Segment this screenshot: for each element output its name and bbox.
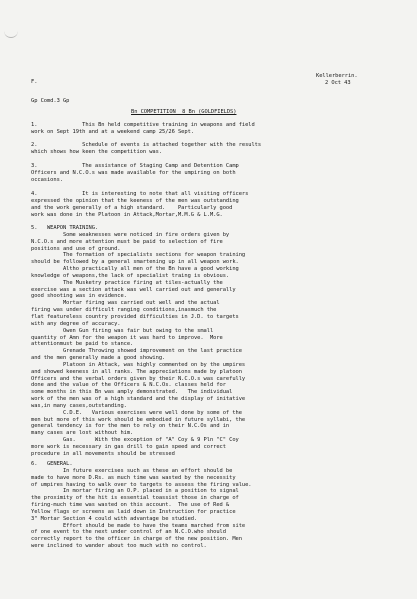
text-line: Yellow flags or screens as laid down in Instruction for practice bbox=[31, 508, 236, 515]
place: Kellerberrin. bbox=[316, 73, 358, 79]
text-line: 2. Schedule of events is attached together with the results bbox=[31, 142, 262, 148]
punch-hole-mark bbox=[4, 29, 18, 38]
text-line: The formation of specialists sections for weapon training bbox=[31, 252, 246, 259]
text-line: flat featureless country provided difficulties in J.D. to targets bbox=[31, 313, 239, 320]
text-line: Mortar firing was carried out well and the actual bbox=[31, 300, 220, 307]
text-line: some months in this Bn was amply demonstrated. The individual bbox=[31, 389, 233, 396]
text-line: work of the men was of a high standard and the display of initative bbox=[31, 396, 246, 403]
text-line: with any degree of accuracy. bbox=[31, 320, 121, 327]
text-line: done and the value of the Officers & N.C.Os. classes held for bbox=[31, 382, 226, 389]
text-line: Grenade Throwing showed improvement on the last practice bbox=[31, 348, 242, 355]
text-line: In mortar firing an O.P. placed in a position to signal bbox=[31, 488, 239, 495]
text-line: 1. This Bn held competitive training in weapons and field bbox=[31, 122, 255, 128]
text-line: and showed keeness in all ranks. The appreciations made by platoon bbox=[31, 368, 242, 375]
text-line: knowledge of weapons,the lack of specialist traing is obvious. bbox=[31, 272, 230, 279]
section-heading: 5. WEAPON TRAINING. bbox=[31, 225, 99, 231]
text-line: work on Sept 19th and at a weekend camp 25/26 Sept. bbox=[31, 128, 194, 135]
text-line: work was done in the Platoon in Attack,Mortar,M.M.G & L.M.G. bbox=[31, 211, 223, 218]
text-line: which shows how keen the competition was. bbox=[31, 148, 163, 155]
paragraph-4 bbox=[31, 191, 391, 218]
text-line: general tendency is for the men to rely on their N.C.Os and in bbox=[31, 423, 230, 430]
text-line: made to have more D.Rs. as much time was wasted by the necessity bbox=[31, 474, 236, 481]
addressee: Gp Comd.3 Gp bbox=[31, 98, 70, 104]
text-line: Some weaknesses were noticed in fire orders given by bbox=[31, 231, 230, 238]
text-line: Officers and the verbal orders given by their N.C.O.s was carefully bbox=[31, 375, 246, 382]
text-line: firing was under difficult ranging conditions,inasmuch the bbox=[31, 307, 217, 314]
paragraph-5 bbox=[31, 225, 391, 458]
text-line: many cases are lost without him. bbox=[31, 430, 134, 437]
text-line: C.D.E. Various exercises were well done by some of the bbox=[31, 409, 242, 416]
text-line: Effort should be made to have the teams marched from site bbox=[31, 522, 246, 529]
text-line: men but more of this work should be embodied in future syllabi, the bbox=[31, 416, 246, 423]
text-line: should be followed by a general smartening up in all weapon work. bbox=[31, 259, 239, 266]
text-line: was,in many cases,outstanding. bbox=[31, 402, 127, 409]
text-line: and the work generally of a high standard. Particularly good bbox=[31, 204, 233, 211]
text-line: firing-much time was wasted on this account. The use of Red & bbox=[31, 502, 230, 509]
text-line: the proximity of the hit is essential toassist those in charge of bbox=[31, 495, 239, 502]
text-line: N.C.O.s and more attention must be paid to selection of fire bbox=[31, 238, 223, 245]
paragraph-3 bbox=[31, 163, 391, 184]
text-line: good shooting was in evidence. bbox=[31, 293, 127, 300]
text-line: Gas. With the exception of "A" Coy & 9 Pln "C" Coy bbox=[31, 437, 239, 444]
text-line: procedure in all movements should be stressed bbox=[31, 450, 175, 457]
text-line: correctly report to the officer in charge of the new position. Men bbox=[31, 536, 242, 543]
text-line: 3. The assistance of Staging Camp and Detention Camp bbox=[31, 163, 239, 169]
text-line: quantity of Amn for the weapon it was hard to improve. More bbox=[31, 334, 223, 341]
paragraph-1 bbox=[31, 122, 391, 136]
text-line: Altho practically all men of the Bn have a good working bbox=[31, 266, 239, 273]
text-line: 4. It is interesting to note that all visiting officers bbox=[31, 191, 249, 197]
text-line: were inclined to wander about too much with no control. bbox=[31, 543, 207, 550]
paragraph-2 bbox=[31, 142, 391, 156]
text-line: and the men generally made a good showing. bbox=[31, 355, 166, 362]
text-line: exercise was a section attack was well carried out and generally bbox=[31, 286, 236, 293]
date: 2 Oct 43 bbox=[325, 80, 351, 86]
section-heading: 6. GENERAL. bbox=[31, 461, 73, 467]
paragraph-6 bbox=[31, 461, 391, 550]
text-line: of one event to the next under control of an N.C.O.who should bbox=[31, 529, 226, 536]
text-line: 3" Mortar Section 4 could with advantage be studied. bbox=[31, 515, 198, 522]
text-line: of umpires having to walk over to targets to assess the firing value. bbox=[31, 481, 252, 488]
text-line: expressed the opinion that the keeness of the men was outstanding bbox=[31, 197, 239, 204]
text-line: Platoon in Attack, was highly commented on by the umpires bbox=[31, 361, 246, 368]
text-line: Owen Gun firing was fair but owing to the small bbox=[31, 327, 214, 334]
document-title: Bn COMPETITION 8 Bn (GOLDFIELDS) bbox=[131, 109, 237, 115]
text-line: positions and use of ground. bbox=[31, 245, 121, 252]
text-line: In future exercises such as these an effort should be bbox=[31, 467, 233, 474]
text-line: occasions. bbox=[31, 176, 63, 183]
file-ref: F. bbox=[31, 79, 38, 85]
text-line: The Musketry practice firing at tiles-actually the bbox=[31, 279, 223, 286]
text-line: more work is necessary in gas drill to gain speed and correct bbox=[31, 444, 226, 450]
text-line: Officers and N.C.O.s was made available for the umpiring on both bbox=[31, 169, 236, 176]
text-line: attentionmust be paid to stance. bbox=[31, 341, 134, 348]
